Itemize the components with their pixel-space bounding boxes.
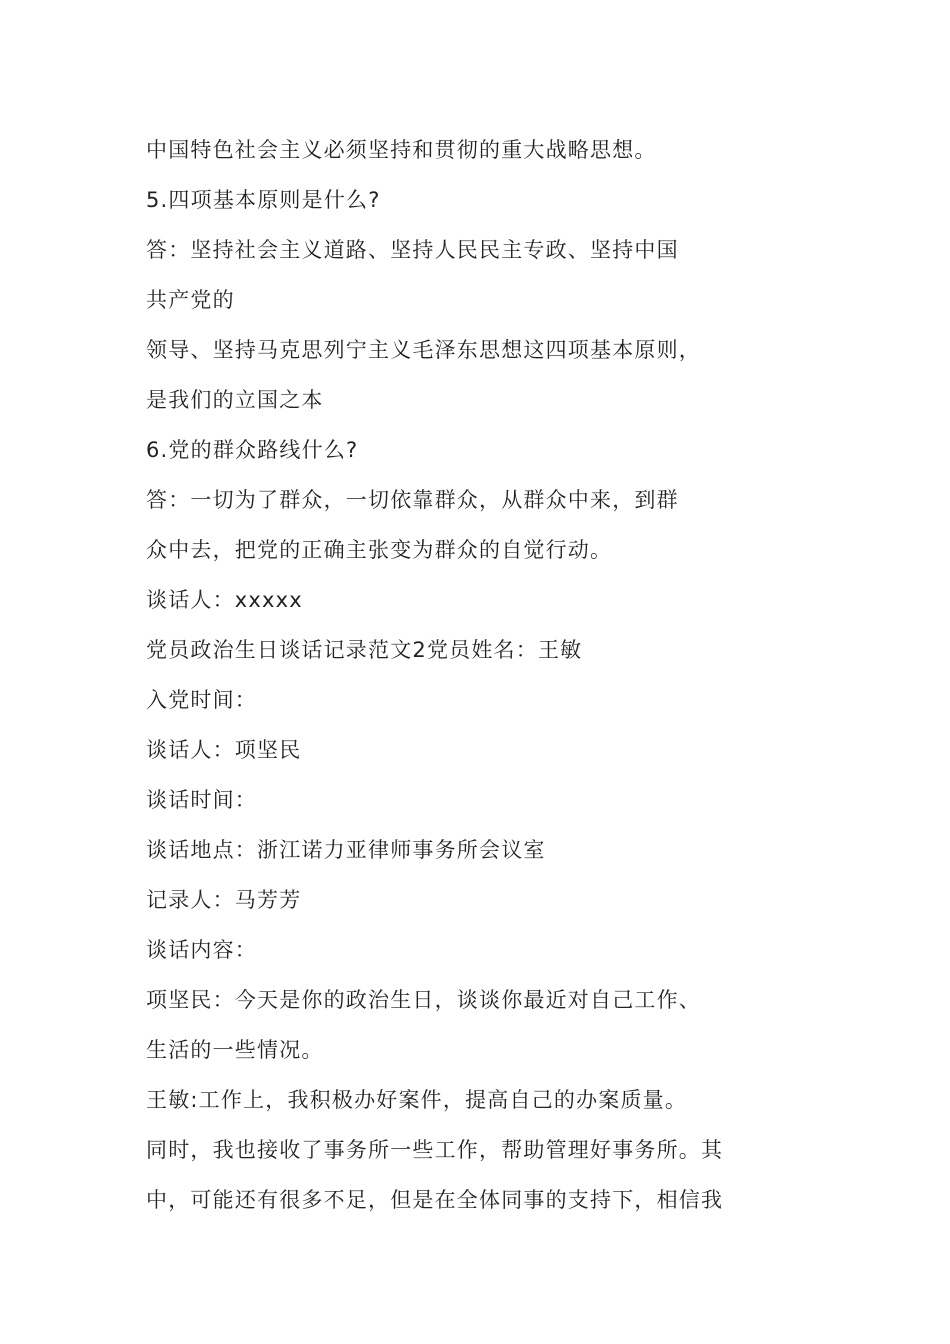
- field-join-date: 入党时间：: [146, 688, 257, 712]
- field-talk-content: 谈话内容：: [146, 938, 257, 962]
- field-talk-time: 谈话时间：: [146, 788, 257, 812]
- dialogue-line: 同时，我也接收了事务所一些工作，帮助管理好事务所。其: [146, 1138, 724, 1162]
- text-line: 共产党的: [146, 288, 235, 312]
- speaker-line: 谈话人：xxxxx: [146, 588, 303, 612]
- field-recorder: 记录人：马芳芳: [146, 888, 302, 912]
- question-heading: 5.四项基本原则是什么?: [146, 188, 381, 212]
- text-line: 是我们的立国之本: [146, 388, 324, 412]
- text-line: 众中去，把党的正确主张变为群众的自觉行动。: [146, 538, 613, 562]
- dialogue-line: 中，可能还有很多不足，但是在全体同事的支持下，相信我: [146, 1188, 724, 1212]
- dialogue-line: 生活的一些情况。: [146, 1038, 324, 1062]
- answer-line: 答：坚持社会主义道路、坚持人民民主专政、坚持中国: [146, 238, 679, 262]
- dialogue-line: 项坚民：今天是你的政治生日，谈谈你最近对自己工作、: [146, 988, 701, 1012]
- section-title: 党员政治生日谈话记录范文2党员姓名：王敏: [146, 638, 583, 662]
- field-speaker: 谈话人：项坚民: [146, 738, 302, 762]
- field-talk-location: 谈话地点：浙江诺力亚律师事务所会议室: [146, 838, 546, 862]
- text-line: 领导、坚持马克思列宁主义毛泽东思想这四项基本原则，: [146, 338, 701, 362]
- question-heading: 6.党的群众路线什么?: [146, 438, 359, 462]
- text-line: 中国特色社会主义必须坚持和贯彻的重大战略思想。: [146, 138, 657, 162]
- answer-line: 答：一切为了群众，一切依靠群众，从群众中来，到群: [146, 488, 679, 512]
- dialogue-line: 王敏:工作上，我积极办好案件，提高自己的办案质量。: [146, 1088, 688, 1112]
